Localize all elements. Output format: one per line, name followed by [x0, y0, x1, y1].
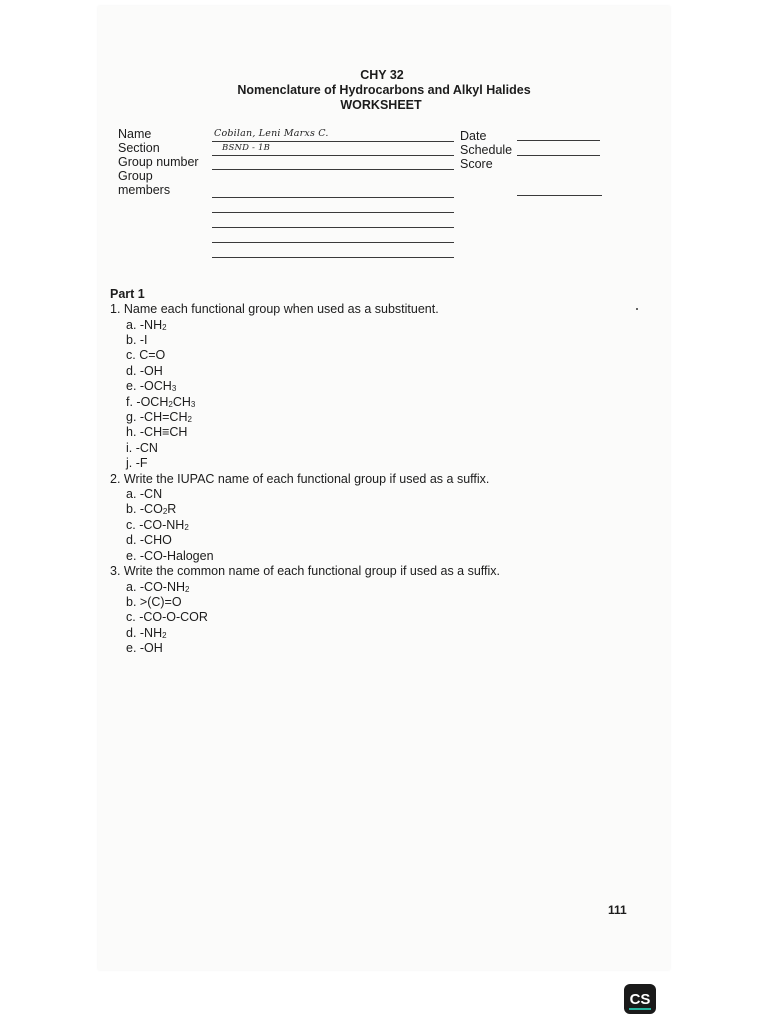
name-line: [212, 141, 454, 142]
question-list: [110, 302, 650, 657]
formula-text: e. -OH: [126, 641, 163, 656]
formula-text: R: [167, 502, 177, 517]
subscript: 3: [190, 399, 196, 409]
formula-text: h. -CH≡CH: [126, 425, 188, 440]
member-line-2: [212, 212, 454, 213]
member-line-3: [212, 227, 454, 228]
list-item: [126, 410, 650, 425]
list-item: [126, 626, 650, 641]
name-label: Name: [118, 127, 152, 141]
member-line-4: [212, 242, 454, 243]
formula-text: c. C=O: [126, 348, 166, 363]
subscript: 2: [162, 630, 167, 640]
formula-text: CH: [172, 394, 191, 409]
member-line-5: [212, 257, 454, 258]
worksheet-header: [0, 68, 768, 113]
list-item: [126, 379, 650, 394]
list-item: [126, 333, 650, 348]
section-line: [212, 155, 454, 156]
page-number: 111: [608, 903, 627, 917]
question-2-items: [110, 487, 650, 564]
question-1-items: [110, 318, 650, 472]
list-item: [126, 348, 650, 363]
group-label: Group: [118, 169, 153, 183]
list-item: [126, 595, 650, 610]
list-item: [126, 610, 650, 625]
course-code: CHY 32: [360, 68, 404, 82]
list-item: [126, 395, 650, 410]
section-field-value: BSND - 1B: [222, 143, 271, 153]
formula-text: j. -F: [126, 456, 148, 471]
list-item: [126, 364, 650, 379]
formula-text: f. -OCH: [126, 394, 169, 409]
section-label: Section: [118, 141, 160, 155]
formula-text: e. -CO-Halogen: [126, 548, 214, 563]
list-item: [126, 318, 650, 333]
date-line: [517, 140, 600, 141]
question-3-prompt: 3. Write the common name of each functional group if used as a suffix.: [110, 564, 501, 579]
score-label: Score: [460, 157, 493, 171]
subscript: 2: [184, 522, 189, 532]
schedule-label: Schedule: [460, 143, 513, 157]
question-2-prompt: 2. Write the IUPAC name of each functional group if used as a suffix.: [110, 471, 490, 486]
group-number-label: Group number: [118, 155, 199, 169]
list-item: [126, 456, 650, 471]
formula-text: c. -CO-O-COR: [126, 610, 208, 625]
list-item: [126, 518, 650, 533]
list-item: [126, 533, 650, 548]
list-item: [126, 425, 650, 440]
list-item: [126, 580, 650, 595]
date-label: Date: [460, 129, 487, 143]
members-label: members: [118, 183, 171, 197]
formula-text: a. -CN: [126, 487, 163, 502]
formula-text: i. -CN: [126, 440, 158, 455]
schedule-line: [517, 155, 600, 156]
formula-text: b. >(C)=O: [126, 595, 182, 609]
subscript: 2: [162, 322, 167, 332]
list-item: [126, 487, 650, 502]
formula-text: g. -CH=CH: [126, 409, 188, 424]
question-1-prompt: 1. Name each functional group when used as a substituent.: [110, 302, 439, 316]
part-1-title: Part 1: [110, 287, 145, 301]
name-field-value: Cobilan, Leni Marxs C.: [214, 128, 329, 139]
formula-text: e. -OCH: [126, 379, 172, 394]
worksheet-subtitle: WORKSHEET: [340, 98, 422, 112]
formula-text: b. -I: [126, 332, 148, 347]
score-line: [517, 195, 602, 196]
list-item: [126, 441, 650, 456]
group-number-line: [212, 169, 454, 170]
list-item: [126, 549, 650, 564]
worksheet-title: Nomenclature of Hydrocarbons and Alkyl Halides: [237, 83, 531, 97]
member-line-1: [212, 197, 454, 198]
camscanner-logo-icon: CS: [624, 984, 656, 1014]
subscript: 3: [171, 384, 177, 394]
formula-text: d. -CHO: [126, 533, 172, 548]
subscript: 2: [162, 507, 168, 517]
list-item: [126, 502, 650, 517]
student-info-form: [118, 127, 618, 267]
list-item: [126, 641, 650, 656]
formula-text: d. -OH: [126, 363, 163, 378]
part-1-section: [110, 287, 650, 657]
formula-text: a. -CO-NH: [126, 579, 186, 594]
subscript: 2: [185, 584, 190, 594]
question-3-items: [110, 580, 650, 657]
subscript: 2: [168, 399, 173, 409]
formula-text: d. -NH: [126, 625, 163, 640]
formula-text: a. -NH: [126, 317, 163, 332]
subscript: 2: [187, 414, 192, 424]
formula-text: c. -CO-NH: [126, 517, 185, 532]
formula-text: b. -CO: [126, 502, 163, 517]
